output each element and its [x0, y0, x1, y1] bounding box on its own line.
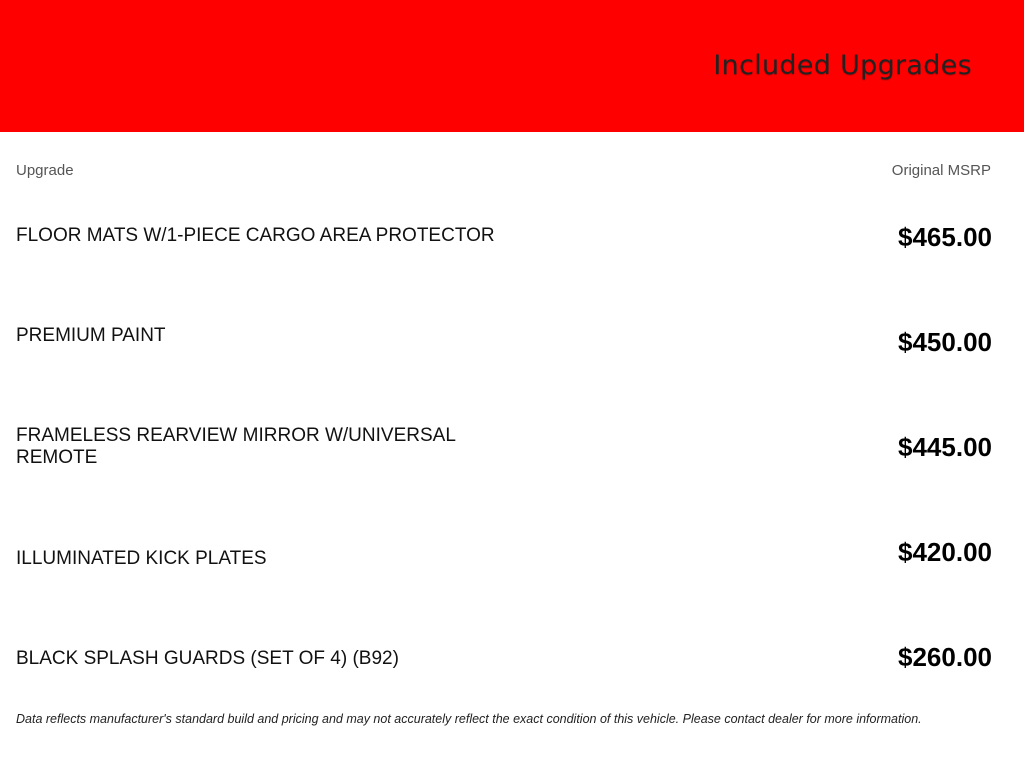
upgrade-name: PREMIUM PAINT — [16, 325, 166, 346]
header-banner — [0, 0, 1024, 132]
upgrade-price: $420.00 — [898, 537, 992, 567]
disclaimer-footnote: Data reflects manufacturer's standard build and pricing and may not accurately reflect the exact condition of this vehicle. Please contact dealer for more information. — [16, 712, 922, 726]
upgrade-name: FLOOR MATS W/1-PIECE CARGO AREA PROTECTOR — [16, 225, 495, 246]
upgrade-name: FRAMELESS REARVIEW MIRROR W/UNIVERSAL REMOTE — [16, 425, 456, 468]
upgrade-price: $445.00 — [898, 432, 992, 462]
column-header-msrp: Original MSRP — [891, 162, 991, 179]
upgrade-name: BLACK SPLASH GUARDS (SET OF 4) (B92) — [16, 648, 399, 669]
upgrade-name: ILLUMINATED KICK PLATES — [16, 548, 267, 569]
upgrade-price: $450.00 — [898, 327, 992, 357]
page-title: Included Upgrades — [713, 50, 972, 81]
upgrade-price: $465.00 — [898, 222, 992, 252]
column-header-upgrade: Upgrade — [16, 162, 74, 179]
upgrade-price: $260.00 — [898, 642, 992, 672]
